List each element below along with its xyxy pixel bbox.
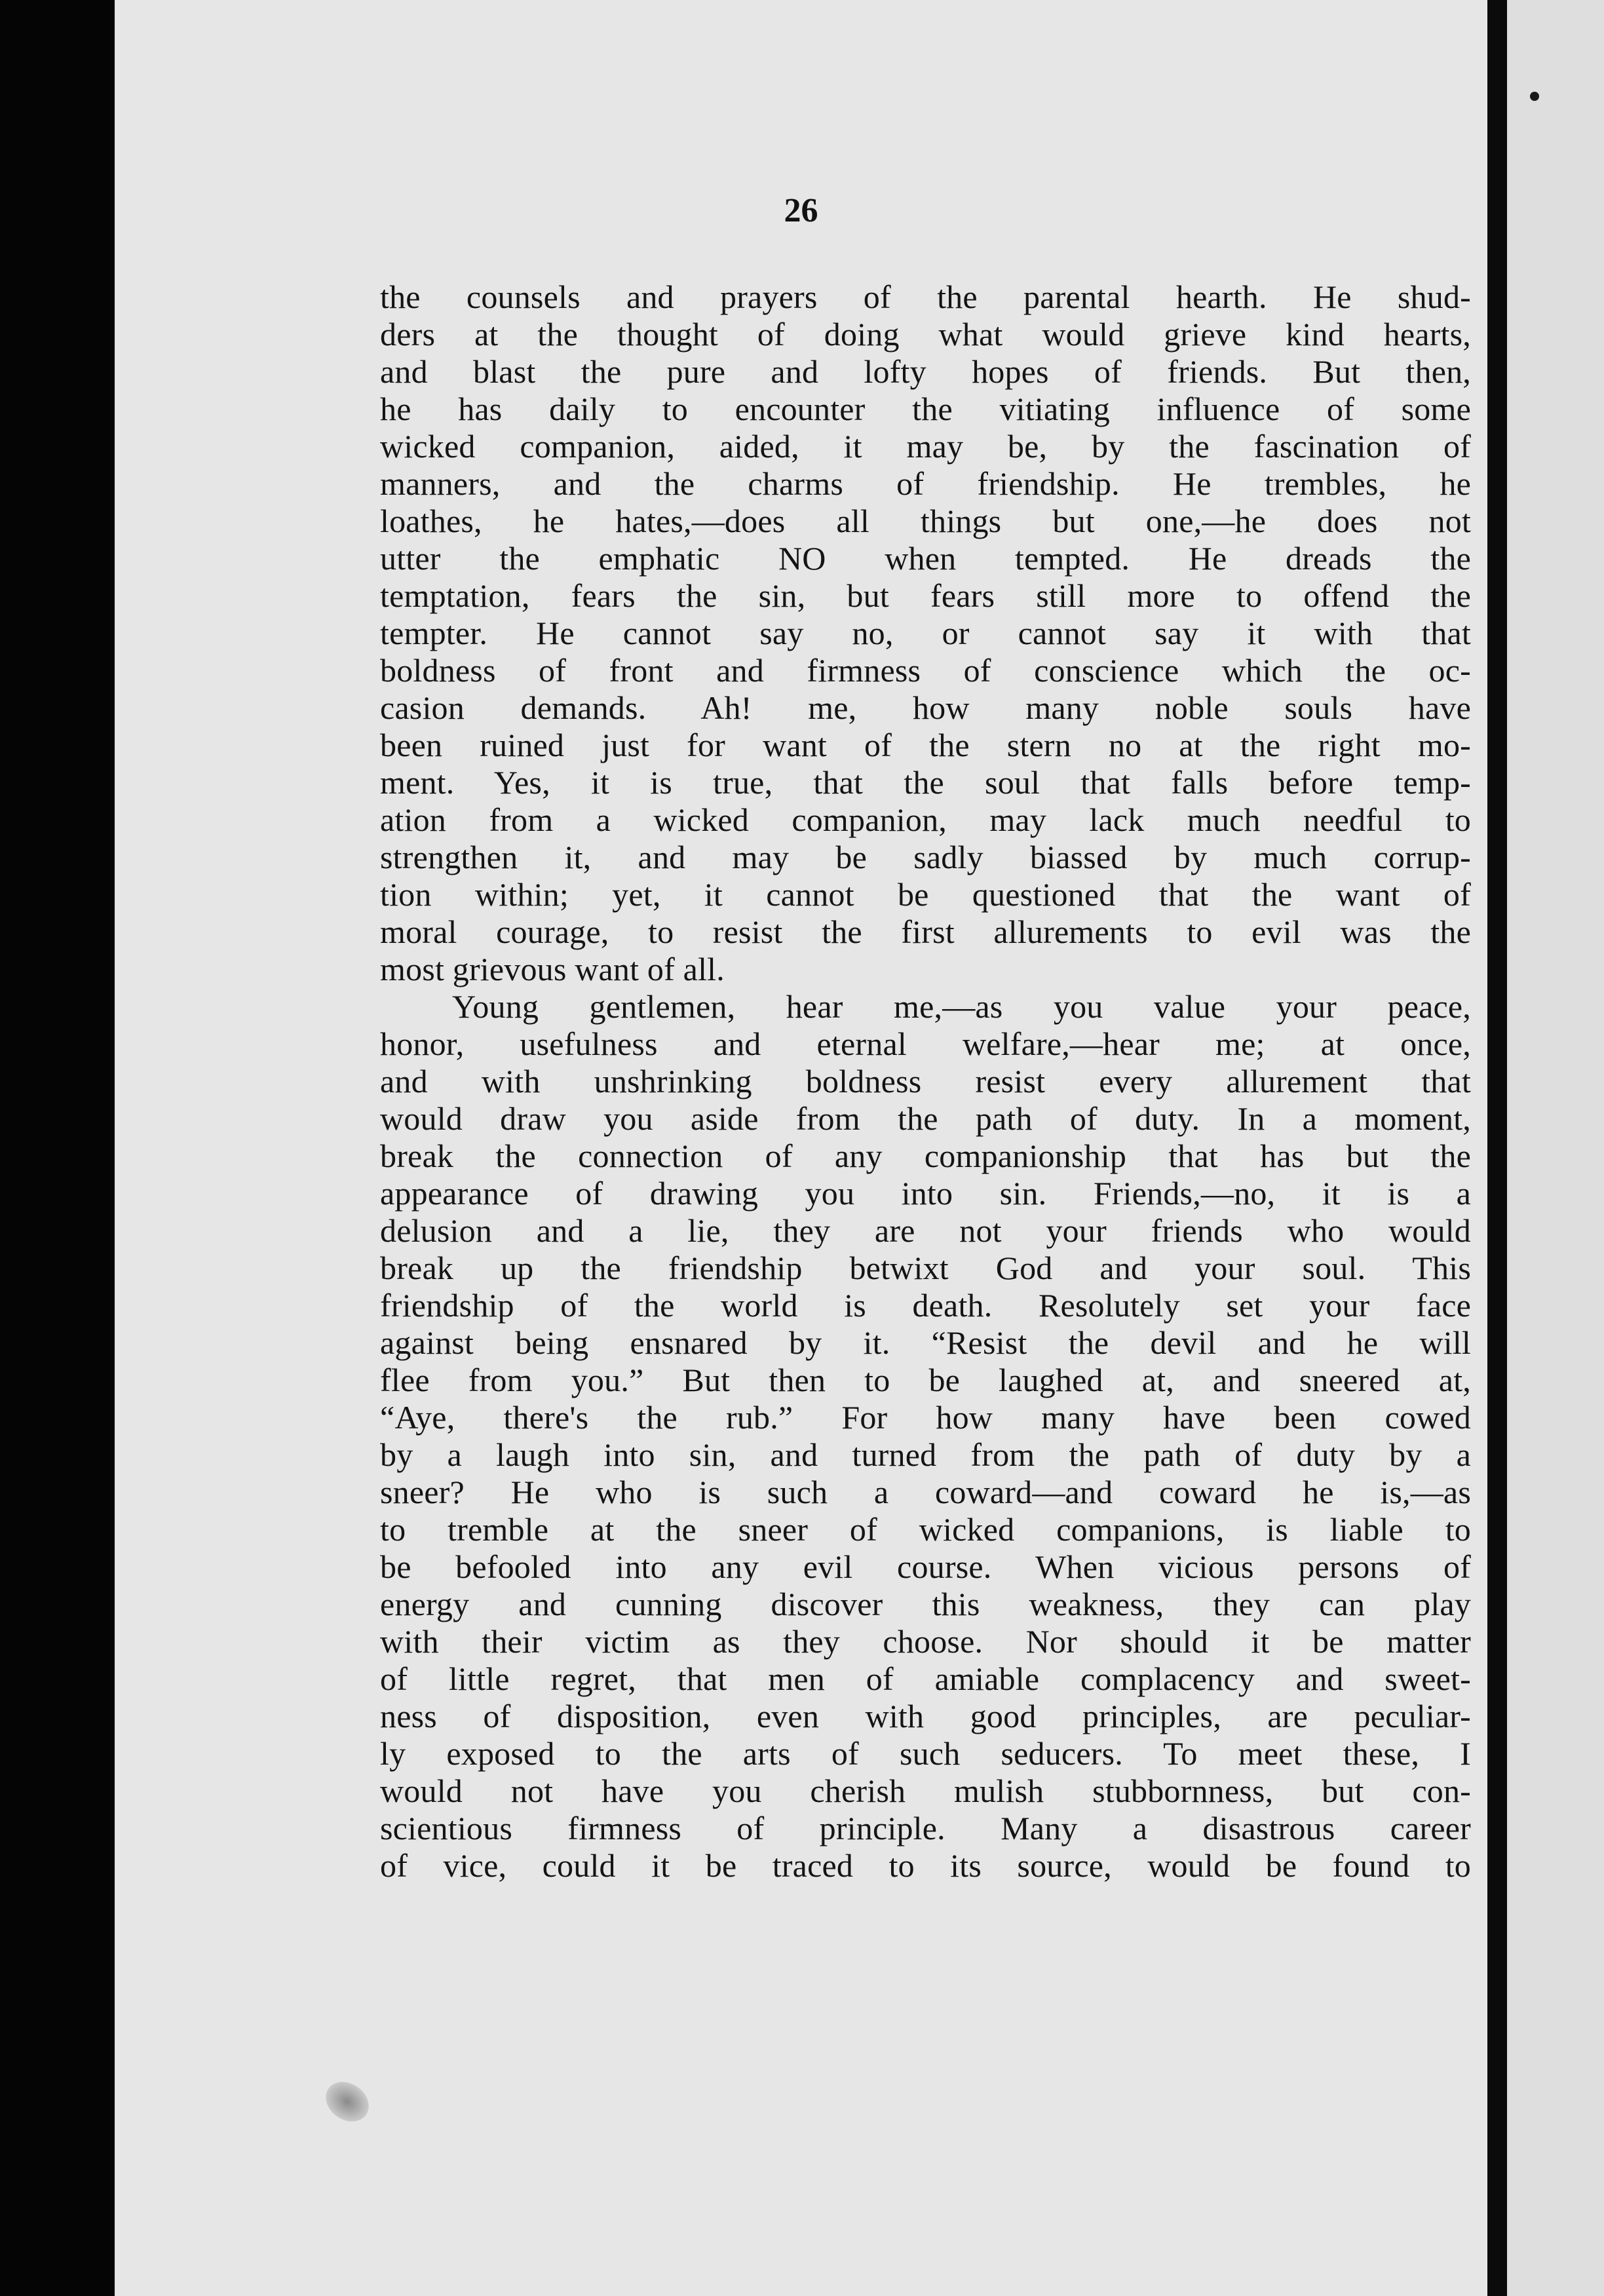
text-line: by a laugh into sin, and turned from the path of duty by a — [380, 1436, 1471, 1473]
text-line: ly exposed to the arts of such seducers. To meet these, I — [380, 1735, 1471, 1772]
text-line: would draw you aside from the path of duty. In a moment, — [380, 1100, 1471, 1137]
text-line: with their victim as they choose. Nor should it be matter — [380, 1623, 1471, 1660]
text-line: scientious firmness of principle. Many a disastrous career — [380, 1810, 1471, 1846]
text-line: against being ensnared by it. “Resist the devil and he will — [380, 1324, 1471, 1361]
text-line: honor, usefulness and eternal welfare,—hear me; at once, — [380, 1025, 1471, 1062]
text-line: ation from a wicked companion, may lack much needful to — [380, 801, 1471, 838]
text-line: tion within; yet, it cannot be questioned that the want of — [380, 876, 1471, 913]
text-line: the counsels and prayers of the parental hearth. He shud- — [380, 278, 1471, 315]
text-line: wicked companion, aided, it may be, by the fascination of — [380, 428, 1471, 465]
text-line: would not have you cherish mulish stubbornness, but con- — [380, 1772, 1471, 1809]
text-line: boldness of front and firmness of conscience which the oc- — [380, 652, 1471, 689]
text-line: and with unshrinking boldness resist every allurement that — [380, 1063, 1471, 1100]
text-line: ness of disposition, even with good principles, are peculiar- — [380, 1698, 1471, 1734]
ink-smudge — [318, 2074, 377, 2130]
text-line: sneer? He who is such a coward—and coward he is,—as — [380, 1474, 1471, 1510]
text-line: tempter. He cannot say no, or cannot say it with that — [380, 615, 1471, 651]
text-line: loathes, he hates,—does all things but one,—he does not — [380, 503, 1471, 539]
text-line: appearance of drawing you into sin. Friends,—no, it is a — [380, 1175, 1471, 1212]
text-line: most grievous want of all. — [380, 951, 725, 987]
text-line: break the connection of any companionship that has but the — [380, 1138, 1471, 1174]
ink-dot — [1530, 92, 1539, 101]
book-page — [115, 0, 1487, 2296]
text-line: temptation, fears the sin, but fears still more to offend the — [380, 577, 1471, 614]
text-line: of vice, could it be traced to its source, would be found to — [380, 1847, 1471, 1884]
text-line: been ruined just for want of the stern no at the right mo- — [380, 727, 1471, 763]
text-line: and blast the pure and lofty hopes of friends. But then, — [380, 353, 1471, 390]
text-line: he has daily to encounter the vitiating influence of some — [380, 391, 1471, 427]
text-line: ment. Yes, it is true, that the soul that falls before temp- — [380, 764, 1471, 801]
text-line: to tremble at the sneer of wicked companions, is liable to — [380, 1511, 1471, 1548]
scan-left-margin — [0, 0, 115, 2296]
text-line: casion demands. Ah! me, how many noble souls have — [380, 689, 1471, 726]
text-line: ders at the thought of doing what would grieve kind hearts, — [380, 316, 1471, 353]
text-line: Young gentlemen, hear me,—as you value your peace, — [452, 988, 1471, 1025]
text-line: delusion and a lie, they are not your friends who would — [380, 1212, 1471, 1249]
text-line: friendship of the world is death. Resolutely set your face — [380, 1287, 1471, 1324]
text-line: of little regret, that men of amiable complacency and sweet- — [380, 1660, 1471, 1697]
text-line: “Aye, there's the rub.” For how many have been cowed — [380, 1399, 1471, 1436]
text-line: utter the emphatic NO when tempted. He dreads the — [380, 540, 1471, 577]
page-number: 26 — [784, 192, 818, 229]
text-line: manners, and the charms of friendship. He trembles, he — [380, 465, 1471, 502]
text-line: break up the friendship betwixt God and your soul. This — [380, 1250, 1471, 1286]
text-line: energy and cunning discover this weakness, they can play — [380, 1586, 1471, 1622]
text-line: be befooled into any evil course. When vicious persons of — [380, 1548, 1471, 1585]
text-line: flee from you.” But then to be laughed at, and sneered at, — [380, 1362, 1471, 1398]
body-text — [380, 278, 1471, 1885]
facing-page-edge — [1507, 0, 1604, 2296]
text-line: moral courage, to resist the first allurements to evil was the — [380, 913, 1471, 950]
text-line: strengthen it, and may be sadly biassed by much corrup- — [380, 839, 1471, 875]
page-gutter — [1487, 0, 1507, 2296]
